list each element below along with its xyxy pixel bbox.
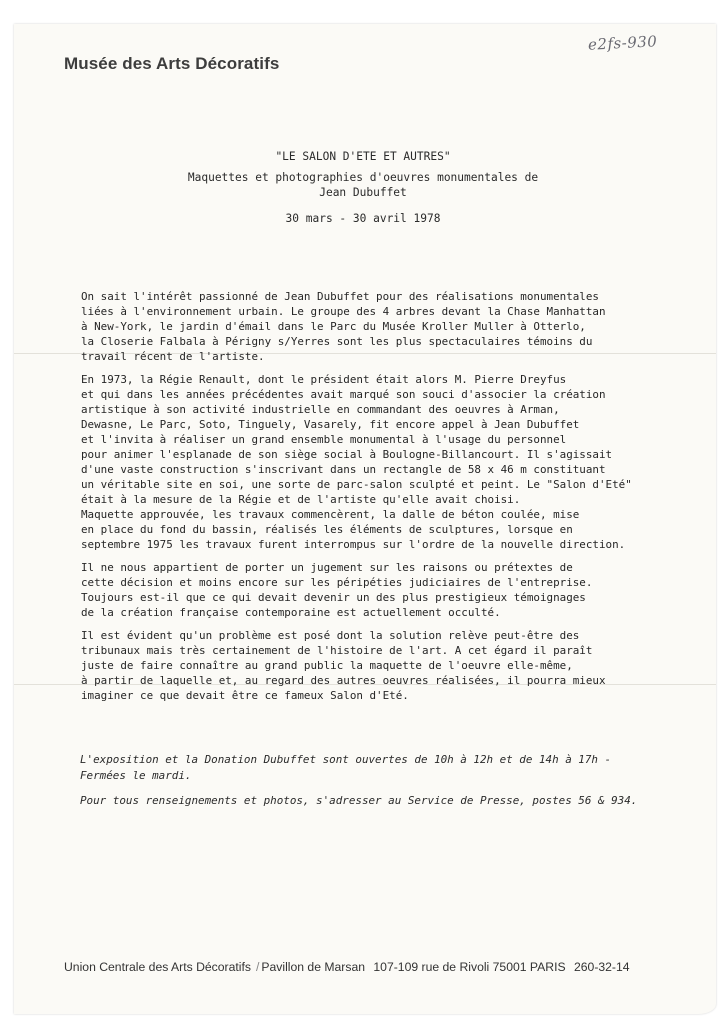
footer-separator: /	[255, 960, 260, 974]
handwritten-reference: e2fs-930	[587, 32, 658, 54]
paragraph-history: En 1973, la Régie Renault, dont le président était alors M. Pierre Dreyfus et qui dans les années précédentes avait marqué son souci d'associer la création artistique à son activité industrielle en commandant des oeuvres à Arman, Dewasne, Le Parc, Soto, Tinguely, Vasarely, fit encore appel à Jean Dubuffet et l'invita à réaliser un grand ensemble monumental à l'usage du personnel pour animer l'esplanade de son siège social à Boulogne-Billancourt. Il s'agissait d'une vaste construction s'inscrivant dans un rectangle de 58 x 46 m constituant un véritable site en soi, une sorte de parc-salon sculpté et peint. Le "Salon d'Eté" était à la mesure de la Régie et de l'artiste qu'elle avait choisi. Maquette approuvée, les travaux commencèrent, la dalle de béton coulée, mise en place du fond du bassin, réalisés les éléments de sculptures, lorsque en septembre 1975 les travaux furent interrompus sur l'ordre de la nouvelle direction.	[81, 373, 632, 551]
paragraph-intro: On sait l'intérêt passionné de Jean Dubuffet pour des réalisations monumentales liées à l'environnement urbain. Le groupe des 4 arbres devant la Chase Manhattan à New-York, le jardin d'émail dans le Parc du Musée Kroller Muller à Otterlo, la Closerie Falbala à Périgny s/Yerres sont les plus spectaculaires témoins du travail récent de l'artiste.	[81, 290, 606, 363]
footer-street-address: 107-109 rue de Rivoli 75001 PARIS	[373, 960, 566, 974]
footer-organization: Union Centrale des Arts Décoratifs	[64, 960, 251, 974]
museum-letterhead: Musée des Arts Décoratifs	[64, 54, 280, 73]
exhibition-subtitle-line1: Maquettes et photographies d'oeuvres monumentales de	[187, 171, 539, 184]
paragraph-conclusion: Il est évident qu'un problème est posé dont la solution relève peut-être des tribunaux mais très certainement de l'histoire de l'art. A cet égard il paraît juste de faire connaître au grand public la maquette de l'oeuvre elle-même, à partir de laquelle et, au regard des autres oeuvres réalisées, il pourra mieux imaginer ce que devait être ce fameux Salon d'Eté.	[81, 629, 606, 702]
footer-building: Pavillon de Marsan	[261, 960, 366, 974]
exhibition-title: "LE SALON D'ETE ET AUTRES"	[275, 150, 451, 163]
press-contact-note: Pour tous renseignements et photos, s'adresser au Service de Presse, postes 56 & 934.	[80, 794, 638, 807]
exhibition-subtitle-line2: Jean Dubuffet	[319, 186, 407, 199]
paragraph-judgement: Il ne nous appartient de porter un jugement sur les raisons ou prétextes de cette décision et moins encore sur les péripéties judiciaires de l'entreprise. Toujours est-il que ce qui devait devenir un des plus prestigieux témoignages de la création française contemporaine est actuellement occulté.	[81, 561, 593, 619]
footer-address	[64, 960, 704, 974]
exhibition-dates: 30 mars - 30 avril 1978	[285, 212, 441, 225]
footer-phone: 260-32-14	[573, 960, 630, 974]
opening-hours-note: L'exposition et la Donation Dubuffet sont ouvertes de 10h à 12h et de 14h à 17h - Fermées le mardi.	[80, 753, 612, 782]
press-release-body	[81, 289, 681, 711]
